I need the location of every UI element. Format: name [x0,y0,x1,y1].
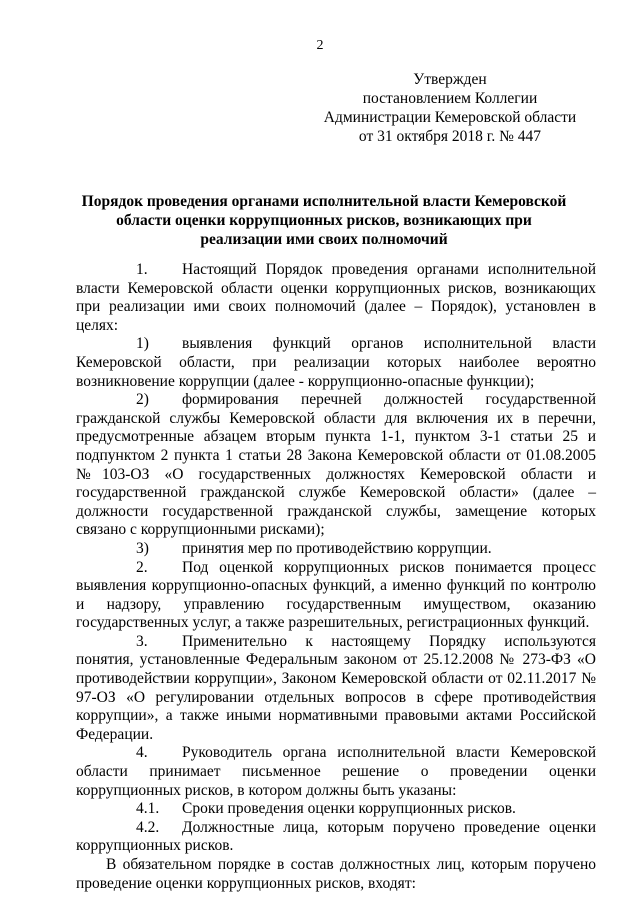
paragraph-text: выявления функций органов исполнительной власти Кемеровской области, при реализации которых наиболее вероятно возникновение коррупции (далее - коррупционно-опасные функции); [76,335,596,390]
approval-line: от 31 октября 2018 г. № 447 [358,128,542,145]
approval-line: Администрации Кемеровской области [323,109,577,126]
paragraph-number: 1) [136,335,149,353]
paragraph-text: Руководитель органа исполнительной власти Кемеровской области принимает письменное решение о проведении оценки коррупционных рисков, в котором должны быть указаны: [76,744,596,799]
paragraph-text: Настоящий Порядок проведения органами исполнительной власти Кемеровской области оценки коррупционных рисков, возникающих при реализации ими своих полномочий (далее – Порядок), установлен в целях: [76,261,596,334]
paragraph [76,391,596,540]
paragraph-number: 3. [136,632,148,650]
paragraph-text: принятия мер по противодействию коррупции. [182,539,492,557]
paragraph-number: 1. [136,261,148,278]
paragraph-text: Должностные лица, которым поручено проведение оценки коррупционных рисков. [76,818,596,855]
document-body [76,261,596,893]
paragraph-number: 3) [136,539,149,557]
paragraph-text: формирования перечней должностей государственной гражданской службы Кемеровской области для включения их в перечни, предусмотренные абзацем вторым пункта 1-1, пунктом 3-1 статьи 25 и подпунктом 2 пункта 1 статьи 28 Закона Кемеровской области от 01.08.2005 №103-ОЗ «О государственных должностях Кемеровской области и государственной гражданской службе Кемеровской области» (далее – должности государственной гражданской службы, замещение которых связано с коррупционными рисками); [76,391,596,539]
paragraph [76,559,596,633]
paragraph [76,856,596,893]
paragraph-number: 4. [136,744,148,762]
paragraph [76,744,596,800]
paragraph-text: Сроки проведения оценки коррупционных рисков. [182,800,516,818]
document-title: Порядок проведения органами исполнительной власти Кемеровской области оценки коррупционных рисков, возникающих при реализации ими своих полномочий [81,193,567,248]
paragraph-number: 2) [136,391,149,409]
paragraph-number: 4.1. [136,800,160,818]
paragraph-number: 4.2. [136,818,160,836]
paragraph [76,261,596,335]
paragraph [76,335,596,391]
page-number: 2 [316,38,324,53]
approval-line: постановлением Коллегии [362,90,538,107]
paragraph-text: В обязательном порядке в состав должностных лиц, которым поручено проведение оценки коррупционных рисков, входят: [76,856,596,892]
paragraph [76,633,596,745]
paragraph-text: Под оценкой коррупционных рисков понимается процесс выявления коррупционно-опасных функций, а именно функций по контролю и надзору, управлению государственным имуществом, оказанию государственных услуг, а также разрешительных, регистрационных функций. [76,558,596,632]
paragraph [76,819,596,856]
paragraph-number: 2. [136,558,148,576]
paragraph [76,540,596,559]
approval-stamp [300,70,600,146]
paragraph [76,800,596,819]
paragraph-text: Применительно к настоящему Порядку используются понятия, установленные Федеральным законом от 25.12.2008 № 273-ФЗ «О противодействии коррупции», Законом Кемеровской области от 02.11.2017 № 97-ОЗ «О регулировании отдельных вопросов в сфере противодействия коррупции», а также иными нормативными правовыми актами Российской Федерации. [76,632,596,743]
approval-line: Утвержден [413,71,487,88]
